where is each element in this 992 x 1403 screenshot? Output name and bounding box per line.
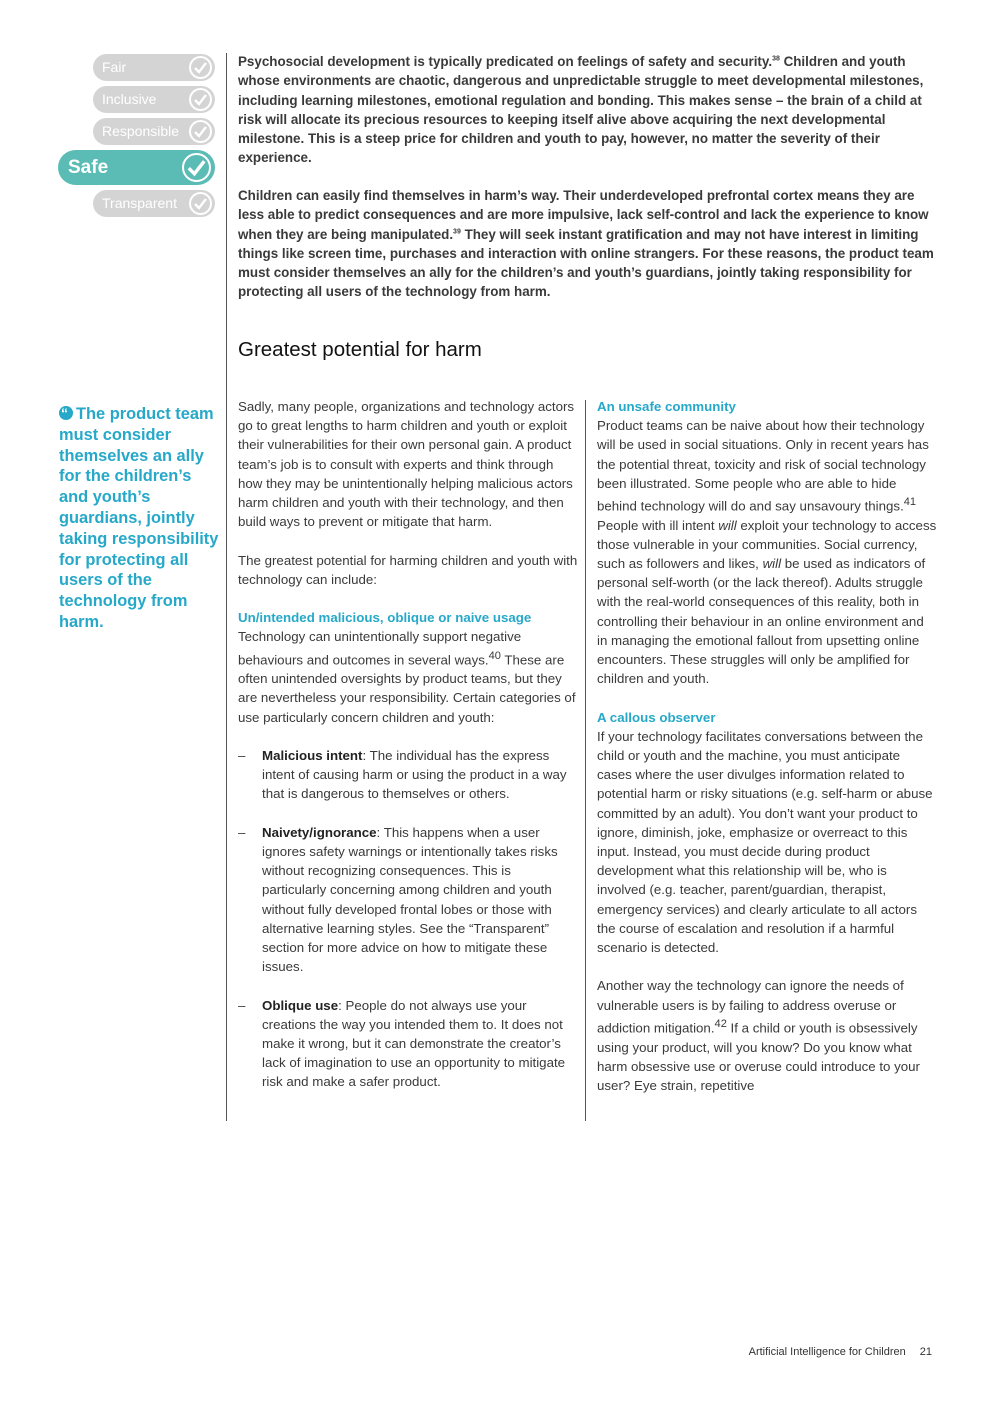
- intro-text: Children and youth whose environments are chaotic, dangerous and unpredictable struggle to meet developmental milestones, including learning milestones, emotional regulation and bonding. This makes sense – the brain of a child at risk will allocate its precious resources to keeping itself alive above acquiring the next developmental milestone. This is a steep price for children and youth to pay, however, no matter the severity of their experience.: [238, 54, 924, 166]
- intro-text: They will seek instant gratification and may not have interest in limiting things like screen time, purchases and interaction with online strangers. For these reasons, the product team must consider themselves an ally for the children’s and youth’s guardians, jointly taking responsibility for protecting all users of the technology from harm.: [238, 226, 934, 300]
- footnote-ref[interactable]: 41: [903, 496, 917, 509]
- page-footer: [749, 1346, 932, 1358]
- footnote-ref[interactable]: 38: [772, 55, 780, 63]
- list-text: : People do not always use your creations the way you intended them to. It does not make it wrong, but it can demonstrate the creator’s lack of imagination to use an opportunity to mitigate risk and make a safer product.: [262, 997, 566, 1090]
- checkmark-icon: [189, 120, 212, 143]
- nav-item-label: Responsible: [102, 123, 180, 139]
- intro-text: Psychosocial development is typically predicated on feelings of safety and security.: [238, 54, 773, 69]
- subheading: A callous observer: [597, 709, 716, 725]
- emphasis: will: [762, 556, 782, 572]
- nav-item-label: Transparent: [102, 195, 177, 211]
- footnote-ref[interactable]: 40: [488, 649, 501, 662]
- paragraph-text: Another way the technology can ignore the needs of vulnerable users is by failing to address overuse or addiction mitigation.: [597, 978, 904, 1036]
- footnote-ref[interactable]: 39: [453, 228, 461, 236]
- pull-quote-text: The product team must consider themselves an ally for the children’s and youth’s guardians, jointly taking responsibility for protecting all users of the technology from harm.: [59, 405, 219, 631]
- checkmark-icon: [189, 56, 212, 79]
- paragraph-text: exploit your technology to access those vulnerable in your communities. Social currency, such as followers and likes,: [597, 517, 937, 572]
- paragraph-text: Product teams can be naive about how their technology will be used in social situations. Only in recent years has the potential threat, toxicity and risk of social technology been illustrated. Some people who are able to hide behind technology will do and say unsavoury things.: [597, 418, 929, 514]
- checkmark-icon: [189, 88, 212, 111]
- quote-icon: “: [59, 406, 73, 420]
- intro-text: Children can easily find themselves in harm’s way. Their underdeveloped prefrontal cortex means they are less able to predict consequences and are more impulsive, lack self-control and lack the experience to know when they are being manipulated.: [238, 188, 929, 242]
- paragraph: Sadly, many people, organizations and technology actors go to great lengths to harm children and youth or exploit their vulnerabilities for their own personal gain. A product team’s job is to consult with experts and think through how they may be unintentionally helping malicious actors harm children and youth with their technology, and then build ways to prevent or mitigate that harm.: [238, 399, 575, 530]
- paragraph: [238, 627, 578, 726]
- dash-bullet: –: [238, 824, 246, 840]
- nav-item-fair[interactable]: [93, 54, 215, 81]
- paragraph-text: be used as indicators of personal self-worth (or the lack thereof). Adults struggle with the real-world consequences of this reality, both in controlling their behaviour in an online environment and in managing the emotional fallout from upsetting online encounters. These struggles will only be amplified for children and youth.: [597, 556, 926, 687]
- intro-paragraph-2: [238, 186, 938, 302]
- intro-paragraph-1: [238, 52, 938, 168]
- paragraph: The greatest potential for harming children and youth with technology can include:: [238, 552, 578, 587]
- list-item: [238, 823, 578, 977]
- checkmark-icon: [189, 192, 212, 215]
- dash-bullet: –: [238, 748, 246, 764]
- checkmark-icon: [182, 153, 211, 182]
- section-heading: Greatest potential for harm: [238, 338, 482, 361]
- nav-item-label: Fair: [102, 59, 127, 75]
- nav-item-label: Inclusive: [102, 91, 157, 107]
- list-text: : This happens when a user ignores safety warnings or intentionally takes risks without recognizing consequences. This is particularly concerning among children and youth without fully developed frontal lobes or those with alternative learning styles. See the “Transparent” section for more advice on how to mitigate these issues.: [262, 824, 558, 975]
- paragraph: [597, 416, 937, 688]
- list-term: Oblique use: [262, 997, 339, 1013]
- footer-title: Artificial Intelligence for Children: [748, 1346, 906, 1358]
- pull-quote: [59, 404, 221, 633]
- paragraph-text: These are often unintended oversights by product teams, but they are nevertheless your responsibility. Certain categories of use particularly concern children and youth:: [238, 652, 576, 725]
- paragraph-text: People with ill intent: [597, 517, 719, 533]
- column-divider: [226, 53, 227, 1121]
- footnote-ref[interactable]: 42: [714, 1017, 727, 1030]
- dash-bullet: –: [238, 997, 246, 1013]
- left-column: [238, 397, 578, 1092]
- list-term: Malicious intent: [262, 748, 363, 764]
- nav-item-responsible[interactable]: [93, 118, 215, 145]
- list-item: [238, 996, 578, 1092]
- list-term: Naivety/ignorance: [262, 824, 377, 840]
- right-column: [597, 397, 937, 1095]
- nav-item-safe[interactable]: [58, 150, 215, 185]
- nav-item-inclusive[interactable]: [93, 86, 215, 113]
- column-divider: [585, 400, 586, 1121]
- nav-item-label: Safe: [68, 157, 109, 178]
- emphasis: will: [718, 517, 737, 533]
- paragraph-text: If a child or youth is obsessively using your product, will you know? Do you know what harm obsessive use or overuse could introduce to your user? Eye strain, repetitive: [597, 1020, 920, 1093]
- subheading: An unsafe community: [597, 399, 736, 414]
- list-item: [238, 746, 578, 804]
- page-number: 21: [919, 1346, 932, 1358]
- list-text: : The individual has the express intent of causing harm or using the product in a way that is dangerous to themselves or others.: [262, 748, 567, 802]
- paragraph: If your technology facilitates conversations between the child or youth and the machine, you must anticipate cases where the user divulges information related to potential harm or risky situations (e.g. self-harm or abuse committed by an adult). You don’t want your product to ignore, diminish, joke, emphasize or overreact to this input. Instead, you must decide during product development what this relationship will be, who is involved (e.g. teacher, parent/guardian, therapist, emergency services) and clearly articulate to all actors the course of escalation and resolution if a harmful scenario is detected.: [597, 728, 933, 956]
- nav-item-transparent[interactable]: [93, 190, 215, 217]
- subheading: Un/intended malicious, oblique or naive usage: [238, 610, 532, 626]
- paragraph: [597, 976, 937, 1095]
- paragraph-text: Technology can unintentionally support negative behaviours and outcomes in several ways.: [238, 629, 522, 668]
